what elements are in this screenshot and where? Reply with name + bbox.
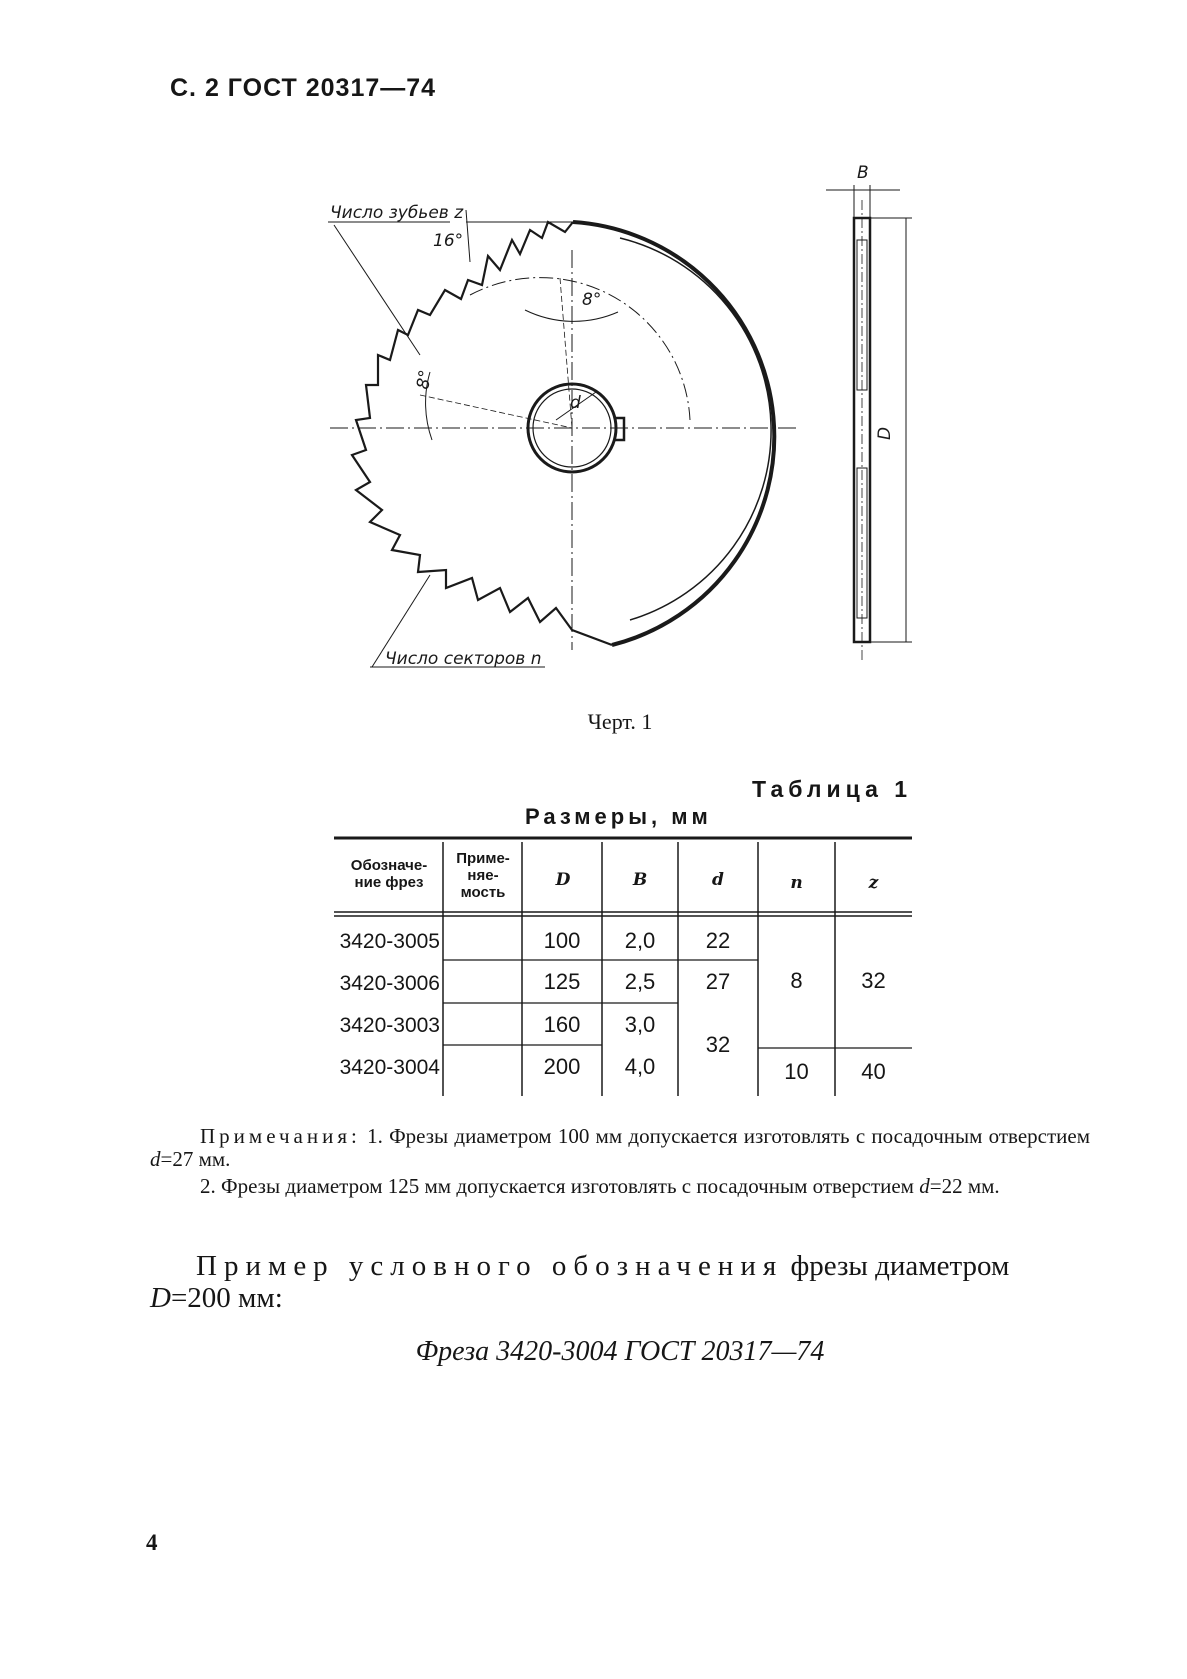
cell-z-4: 40 <box>861 1059 886 1084</box>
teeth-count-label: Число зубьев z <box>330 203 464 223</box>
note-1-var: d <box>150 1147 161 1171</box>
cell-n-4: 10 <box>784 1059 809 1084</box>
col-header-applicability <box>445 850 521 901</box>
table-subtitle: Размеры, мм <box>525 804 712 829</box>
cell-d-1: 22 <box>705 928 731 953</box>
sectors-count-label: Число секторов n <box>385 649 542 669</box>
cell-designation-2: 3420-3006 <box>339 972 440 995</box>
note-1 <box>150 1125 1090 1171</box>
dim-B-label: B <box>857 163 869 183</box>
example-value: =200 мм: <box>170 1282 283 1314</box>
col-header-z: z <box>868 873 879 893</box>
table-title: Таблица 1 <box>752 776 913 802</box>
col-header-D: D <box>555 870 571 890</box>
cell-D-4: 200 <box>543 1054 581 1079</box>
col-header-n: n <box>790 873 803 893</box>
col-header-designation-line2: ние фрез <box>354 874 424 891</box>
cell-B-2: 2,5 <box>624 969 656 994</box>
dim-D-label: D <box>875 426 895 440</box>
cell-designation-1: 3420-3005 <box>339 930 440 953</box>
cell-designation-3: 3420-3003 <box>339 1014 440 1037</box>
note-2-var: d <box>919 1174 930 1198</box>
notes-label: Примечания: <box>200 1124 361 1148</box>
cell-B-4: 4,0 <box>624 1054 656 1079</box>
note-2-text: 2. Фрезы диаметром 125 мм допускается изготовлять с посадочным отверстием <box>200 1174 920 1198</box>
cell-designation-4: 3420-3004 <box>339 1056 440 1079</box>
cell-B-1: 2,0 <box>624 928 656 953</box>
cell-d-merged: 32 <box>705 1032 731 1057</box>
col-header-d: d <box>712 870 724 890</box>
cell-z-merged: 32 <box>861 968 886 993</box>
col-header-designation <box>336 857 442 891</box>
angle-8-top-label: 8° <box>582 290 602 310</box>
angle-8-left-label: 8° <box>413 368 437 391</box>
example-rest: фрезы диаметром <box>783 1250 1010 1282</box>
note-1-value: =27 мм. <box>160 1147 231 1171</box>
bore-d-label: d <box>570 393 581 413</box>
col-header-applicability-line3: мость <box>460 884 506 901</box>
cell-D-3: 160 <box>543 1012 581 1037</box>
page-header: С. 2 ГОСТ 20317—74 <box>170 74 437 102</box>
page-number: 4 <box>146 1530 158 1555</box>
cell-d-2: 27 <box>705 969 731 994</box>
example-var: D <box>150 1282 171 1314</box>
figure-caption: Черт. 1 <box>587 709 653 734</box>
col-header-applicability-line2: няе- <box>467 867 499 884</box>
designation-example: Фреза 3420-3004 ГОСТ 20317—74 <box>415 1336 825 1367</box>
cell-D-1: 100 <box>543 928 581 953</box>
col-header-applicability-line1: Приме- <box>456 850 510 867</box>
angle-16-label: 16° <box>433 231 464 251</box>
note-2 <box>150 1175 1090 1198</box>
col-header-B: B <box>632 870 648 890</box>
example-spaced-text: Пример условного обозначения <box>196 1250 784 1282</box>
note-2-value: =22 мм. <box>929 1174 1000 1198</box>
cell-B-3: 3,0 <box>624 1012 656 1037</box>
col-header-designation-line1: Обозначе- <box>350 857 428 874</box>
example-paragraph <box>150 1250 1090 1314</box>
note-1-text: 1. Фрезы диаметром 100 мм допускается изготовлять с посадочным отверстием <box>367 1124 1090 1148</box>
cell-n-merged: 8 <box>790 968 803 993</box>
cell-D-2: 125 <box>543 969 581 994</box>
